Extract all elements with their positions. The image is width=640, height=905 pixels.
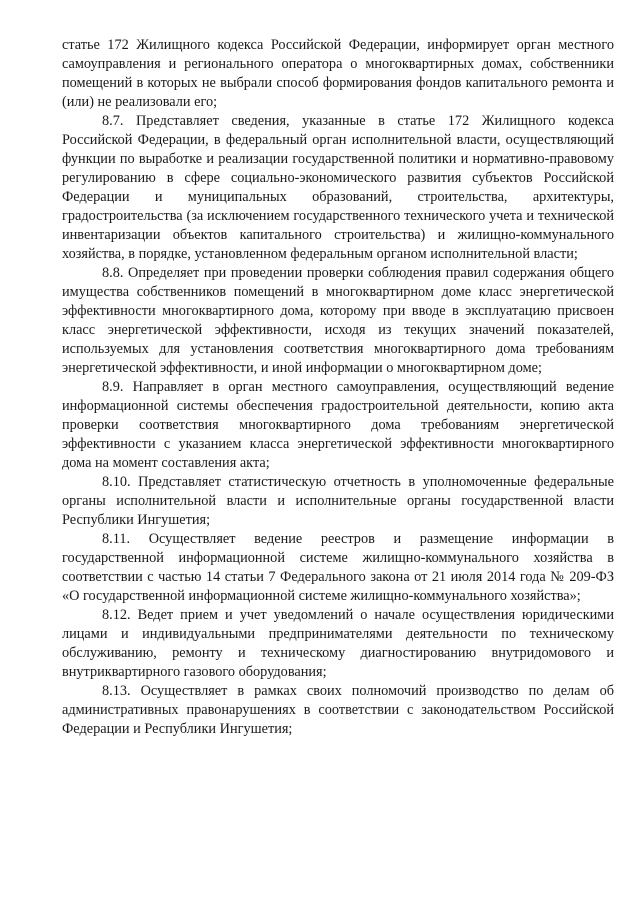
paragraph-8-13: 8.13. Осуществляет в рамках своих полномочий производство по делам об административных правонарушениях в соответствии с законодательством Российской Федерации и Республики Ингушетия; [62,683,614,737]
paragraph-8-10: 8.10. Представляет статистическую отчетность в уполномоченные федеральные органы исполнительной власти и исполнительные органы государственной власти Республики Ингушетия; [62,474,614,528]
paragraph-8-7: 8.7. Представляет сведения, указанные в статье 172 Жилищного кодекса Российской Федерации, в федеральный орган исполнительной власти, осуществляющий функции по выработке и реализации государственной политики и нормативно-правовому регулированию в сфере социально-экономического развития субъектов Российской Федерации и муниципальных образований, строительства, архитектуры, градостроительства (за исключением государственного технического учета и технической инвентаризации объектов капитального строительства) и жилищно-коммунального хозяйства, в порядке, установленном федеральным органом исполнительной власти; [62,113,614,262]
paragraph-8-8: 8.8. Определяет при проведении проверки соблюдения правил содержания общего имущества собственников помещений в многоквартирном доме класс энергетической эффективности многоквартирного дома, которому при вводе в эксплуатацию присвоен класс энергетической эффективности, исходя из текущих значений показателей, используемых для установления соответствия многоквартирного дома требованиям энергетической эффективности, и иной информации о многоквартирном доме; [62,265,614,376]
paragraph-8-12: 8.12. Ведет прием и учет уведомлений о начале осуществления юридическими лицами и индивидуальными предпринимателями деятельности по техническому обслуживанию, ремонту и техническому диагностированию внутридомового и внутриквартирного газового оборудования; [62,607,614,680]
paragraph-8-11: 8.11. Осуществляет ведение реестров и размещение информации в государственной информационной системе жилищно-коммунального хозяйства в соответствии с частью 14 статьи 7 Федерального закона от 21 июля 2014 года № 209-ФЗ «О государственной информационной системе жилищно-коммунального хозяйства»; [62,531,614,604]
paragraph-8-9: 8.9. Направляет в орган местного самоуправления, осуществляющий ведение информационной системы обеспечения градостроительной деятельности, копию акта проверки соответствия многоквартирного дома требованиям энергетической эффективности с указанием класса энергетической эффективности многоквартирного дома на момент составления акта; [62,379,614,471]
paragraph-continuation: статье 172 Жилищного кодекса Российской Федерации, информирует орган местного самоуправления и регионального оператора о многоквартирных домах, собственники помещений в которых не выбрали способ формирования фондов капитального ремонта и (или) не реализовали его; [62,37,614,110]
